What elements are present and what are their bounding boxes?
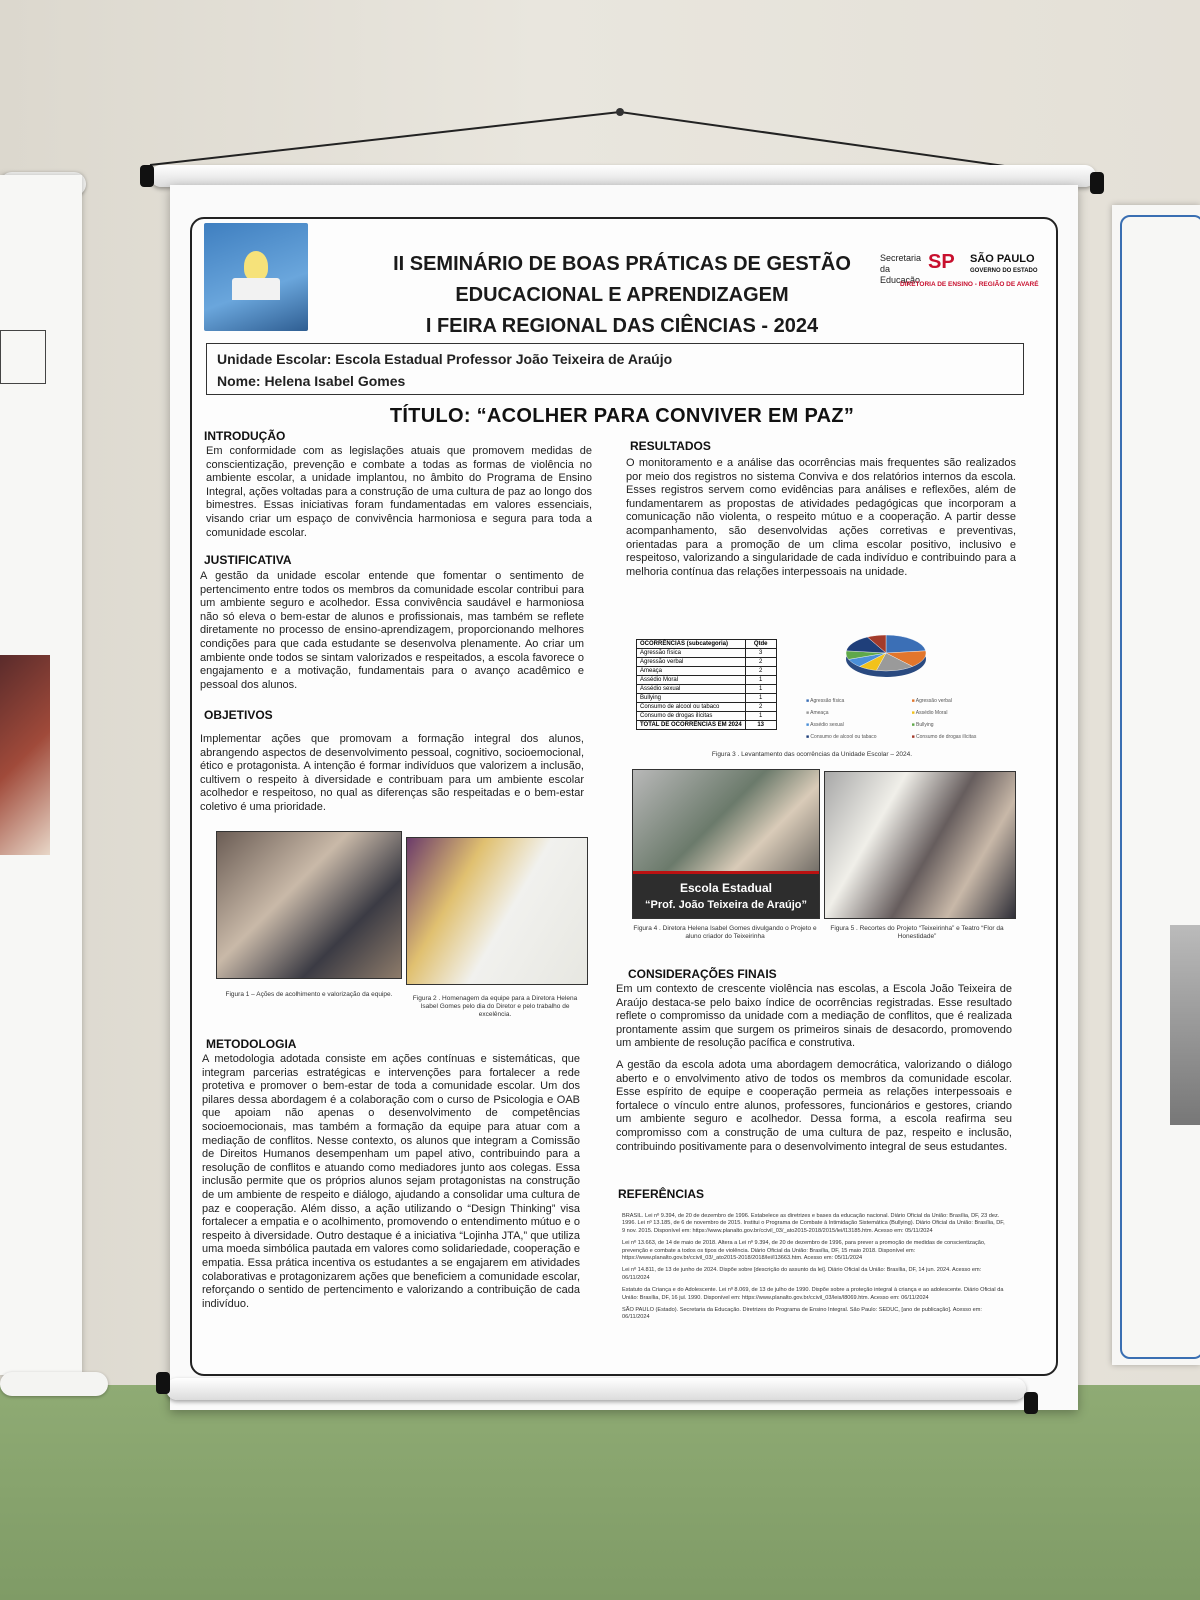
consideracoes-heading: CONSIDERAÇÕES FINAIS [628, 967, 777, 981]
legend-item: ■ Ameaça [806, 710, 829, 716]
poster [170, 185, 1078, 1410]
table-row [637, 658, 777, 667]
logo-state-name [970, 253, 1038, 277]
reference-5: SÃO PAULO (Estado). Secretaria da Educação. Diretrizes do Programa de Ensino Integral. São Paulo: SEDUC, [ano de publicação]. Acesso em: 06/11/2024 [622, 1307, 982, 1321]
table-cell-label: Assédio sexual [637, 685, 746, 694]
table-row [637, 649, 777, 658]
logo-diretoria-text: DIRETORIA DE ENSINO - REGIÃO DE AVARÉ [900, 281, 1039, 288]
table-cell-value: 2 [745, 658, 776, 667]
school-name: Unidade Escolar: Escola Estadual Professor João Teixeira de Araújo [217, 351, 673, 367]
left-poster-bottom-rod [0, 1372, 108, 1396]
table-cell-value: Qtde [745, 640, 776, 649]
occurrences-pie-chart [844, 631, 928, 681]
title-line-2: EDUCACIONAL E APRENDIZAGEM [455, 284, 789, 306]
legend-item: ■ Agressão verbal [911, 698, 952, 704]
figure-3-caption: Figura 3 . Levantamento das ocorrências da Unidade Escolar – 2024. [711, 751, 913, 758]
references-list [622, 1213, 1008, 1327]
table-cell-value: 1 [745, 694, 776, 703]
floor [0, 1385, 1200, 1600]
bottom-rod-cap-left [156, 1372, 170, 1394]
pie-legend [806, 695, 1026, 743]
table-cell-label: Ameaça [637, 667, 746, 676]
lightbulb-icon [244, 251, 268, 281]
reference-4: Estatuto da Criança e do Adolescente. Lei nº 8.069, de 13 de julho de 1990. Dispõe sobre a proteção integral à criança e ao adolescente. Diário Oficial da União: Brasília, DF, 16 jul. 1990. Disponível em: https://www.planalto.gov.br/ccivil_03/leis/l8069.htm. Acesso em: 06/11/2024 [622, 1287, 1004, 1301]
objetivos-text: Implementar ações que promovam a formação integral dos alunos, abrangendo aspectos de desenvolvimento pessoal, cognitivo, socioemocional, ético e protagonista. A intenção é formar indivíduos que valorizem a inclusão, cultivem o respeito à diversidade e contribuam para um ambiente escolar acolhedor e respeitoso, no qual as diferenças são respeitadas e o bem-estar coletivo é uma prioridade. [200, 733, 584, 813]
introducao-text: Em conformidade com as legislações atuais que promovem medidas de conscientização, prevenção e combate a todas as formas de violência no ambiente escolar, a unidade implantou, no âmbito do Programa de Ensino Integral, ações voltadas para a construção de uma cultura de paz ao longo dos bimestres. Essas iniciativas foram fundamentadas em valores essenciais, visando criar um espaço de convivência harmoniosa e segura para toda a comunidade escolar. [206, 445, 592, 539]
reference-2: Lei nº 13.663, de 14 de maio de 2018. Altera a Lei nº 9.394, de 20 de dezembro de 1996, para prever a promoção de medidas de conscientização, prevenção e combate a todos os tipos de violência. Diário Oficial da União: Brasília, DF, 15 maio 2018. Disponível em: https://www.planalto.gov.br/ccivil_03/_ato2015-2018/2018/lei/l13663.htm. Acesso em: 05/11/2024 [622, 1240, 986, 1262]
sp-government-logo [880, 249, 1045, 299]
title-line-1: II SEMINÁRIO DE BOAS PRÁTICAS DE GESTÃO [393, 253, 851, 275]
author-name: Nome: Helena Isabel Gomes [217, 373, 406, 389]
legend-item: ■ Assédio Moral [911, 710, 948, 716]
poster-frame [190, 217, 1058, 1376]
metodologia-heading: METODOLOGIA [206, 1037, 297, 1051]
right-neighbor-poster [1112, 205, 1200, 1365]
table-cell-label: Assédio Moral [637, 676, 746, 685]
school-banner-line-1: Escola Estadual [679, 881, 773, 895]
unit-info-box [206, 343, 1024, 395]
objetivos-heading: OBJETIVOS [204, 708, 273, 722]
table-row [637, 721, 777, 730]
table-cell-label: TOTAL DE OCORRÊNCIAS EM 2024 [637, 721, 746, 730]
left-poster-photo [0, 655, 50, 855]
table-cell-label: Consumo de drogas ilícitas [637, 712, 746, 721]
figure-4-photo [632, 769, 820, 919]
table-cell-value: 1 [745, 685, 776, 694]
justificativa-text: A gestão da unidade escolar entende que fomentar o sentimento de pertencimento entre todos os membros da comunidade escolar contribui para um ambiente seguro e acolhedor. Essa convivência saudável e harmoniosa não só eleva o bem-estar de alunos e profissionais, mas também se reflete diretamente no processo de ensino-aprendizagem, proporcionando melhores condições para que cada estudante se desenvolva plenamente. Ao criar um ambiente onde todos se sintam valorizados e respeitados, a escola favorece o engajamento e a motivação, fundamentais para o avanço acadêmico e pessoal dos alunos. [200, 570, 584, 691]
table-row [637, 712, 777, 721]
left-poster-box [0, 330, 46, 384]
introducao-heading: INTRODUÇÃO [204, 429, 286, 443]
table-row [637, 694, 777, 703]
table-row [637, 685, 777, 694]
figure-5-caption: Figura 5 . Recortes do Projeto “Teixeirinha” e Teatro “Flor da Honestidade” [830, 925, 1004, 940]
table-cell-label: Bullying [637, 694, 746, 703]
right-poster-photo [1170, 925, 1200, 1125]
table-cell-value: 3 [745, 649, 776, 658]
figure-1-caption: Figura 1 – Ações de acolhimento e valorização da equipe. [225, 991, 393, 998]
table-cell-label: OCORRÊNCIAS (subcategoria) [637, 640, 746, 649]
table-cell-label: Agressão verbal [637, 658, 746, 667]
project-title: TÍTULO: “ACOLHER PARA CONVIVER EM PAZ” [389, 405, 855, 427]
consideracoes-paragraph-1: Em um contexto de crescente violência nas escolas, a Escola João Teixeira de Araújo destaca-se pelo baixo índice de ocorrências registradas. Esse resultado reflete o compromisso da unidade com a mediação de conflitos, que é realizada prontamente assim que surgem os primeiros sinais de desacordo, promovendo um ambiente de resolução pacífica e construtiva. [616, 983, 1012, 1050]
logo-secretaria-text: Secretaria da Educação [880, 253, 922, 285]
consideracoes-paragraph-2: A gestão da escola adota uma abordagem democrática, valorizando o diálogo aberto e o envolvimento ativo de todos os membros da comunidade escolar. Esse espírito de equipe e cooperação permeia as relações interpessoais e fortalece o vínculo entre alunos, professores, funcionários e gestores, criando um ambiente seguro e acolhedor. Dessa forma, a escola reafirma seu compromisso com a construção de uma cultura de paz, respeito e inclusão, contribuindo positivamente para o desenvolvimento integral de seus estudantes. [616, 1058, 1012, 1153]
table-cell-value: 1 [745, 676, 776, 685]
figure-1-collage [216, 831, 402, 979]
right-poster-frame [1120, 215, 1200, 1359]
bottom-rod [166, 1378, 1026, 1400]
figure-5-collage [824, 771, 1016, 919]
figure-4-caption: Figura 4 . Diretora Helena Isabel Gomes divulgando o Projeto e aluno criador do Teixeirinha [633, 925, 817, 940]
table-row [637, 676, 777, 685]
logo-gov-text: GOVERNO DO ESTADO [970, 268, 1038, 274]
legend-item: ■ Consumo de alcool ou tabaco [806, 734, 877, 740]
bottom-rod-cap-right [1024, 1392, 1038, 1414]
legend-item: ■ Agressão física [806, 698, 845, 704]
table-cell-value: 1 [745, 712, 776, 721]
book-icon [232, 278, 280, 300]
legend-item: ■ Assédio sexual [806, 722, 844, 728]
consideracoes-text [616, 983, 1012, 1162]
figure-2-caption: Figura 2 . Homenagem da equipe para a Diretora Helena Isabel Gomes pelo dia do Diretor e pelo trabalho de excelência. [412, 995, 578, 1018]
justificativa-heading: JUSTIFICATIVA [204, 553, 292, 567]
title-line-3: I FEIRA REGIONAL DAS CIÊNCIAS - 2024 [425, 315, 819, 337]
reference-1: BRASIL. Lei nº 9.394, de 20 de dezembro de 1996. Estabelece as diretrizes e bases da educação nacional. Diário Oficial da União: Brasília, DF, 23 dez. 1996. Lei nº 13.185, de 6 de novembro de 2015. Institui o Programa de Combate à Intimidação Sistemática (Bullying). Diário Oficial da União: Brasília, DF, 9 nov. 2015. Disponível em: https://www.planalto.gov.br/ccivil_03/_ato2015-2018/2015/lei/l13185.htm. Acesso em: 05/11/2024 [622, 1213, 1005, 1234]
school-banner-line-2: “Prof. João Teixeira de Araújo” [645, 899, 807, 911]
logo-state-text: SÃO PAULO [970, 253, 1035, 265]
table-cell-label: Consumo de alcool ou tabaco [637, 703, 746, 712]
pie-slice [886, 635, 926, 653]
top-rod [150, 165, 1096, 187]
table-cell-value: 13 [745, 721, 776, 730]
top-rod-cap-left [140, 165, 154, 187]
resultados-heading: RESULTADOS [630, 439, 711, 453]
table-row [637, 667, 777, 676]
seminar-logo [204, 223, 308, 331]
top-rod-cap-right [1090, 172, 1104, 194]
legend-item: ■ Bullying [911, 722, 934, 728]
figure-2-collage [406, 837, 588, 985]
referencias-heading: REFERÊNCIAS [618, 1187, 705, 1201]
legend-item: ■ Consumo de drogas ilícitas [911, 734, 977, 740]
left-neighbor-poster [0, 175, 82, 1375]
resultados-text: O monitoramento e a análise das ocorrências mais frequentes são realizados por meio dos registros no sistema Conviva e dos relatórios internos da escola. Esses registros servem como evidências para análises e reflexões, além de fundamentarem as propostas de atividades pedagógicas que incorporam a comunicação não violenta, o respeito mútuo e a cooperação. A partir desse acompanhamento, são desenvolvidas ações corretivas e preventivas, orientadas para a promoção de um clima escolar positivo, inclusivo e respeitoso, valorizando a singularidade de cada indivíduo e contribuindo para a melhoria contínua das relações interpessoais na unidade. [626, 457, 1016, 578]
occurrences-table [636, 639, 777, 730]
reference-3: Lei nº 14.811, de 13 de junho de 2024. Dispõe sobre [descrição do assunto da lei]. Diário Oficial da União: Brasília, DF, 14 jun. 2024. Acesso em: 06/11/2024 [622, 1267, 982, 1281]
poster-header-title [352, 249, 892, 342]
table-header-row [637, 640, 777, 649]
table-cell-value: 2 [745, 703, 776, 712]
table-cell-value: 2 [745, 667, 776, 676]
table-row [637, 703, 777, 712]
school-banner [633, 871, 819, 918]
logo-sp-mark: SP [928, 251, 955, 273]
metodologia-text: A metodologia adotada consiste em ações contínuas e sistemáticas, que integram parcerias estratégicas e intervenções para fortalecer a rede protetiva e promover o bem-estar de toda a comunidade escolar. Um dos pilares dessa abordagem é a colaboração com o curso de Psicologia e OAB que apoiam não apenas o desenvolvimento de competências socioemocionais, mas também a formação da equipe para atuar com a mediação de conflitos. Nesse contexto, os alunos que integram a Comissão de Direitos Humanos desempenham um papel ativo, contribuindo para a resolução de conflitos e atuando como mediadores junto aos colegas. Essa inclusão permite que os próprios alunos sejam protagonistas na construção de um ambiente de respeito e diálogo, ajudando a consolidar uma cultura de paz e cooperação. Além disso, a ação utilizando o “Design Thinking” visa fortalecer a empatia e o acolhimento, promovendo o entendimento mútuo e o respeito à diversidade. Outro destaque é a iniciativa “Lojinha JTA,” que utiliza uma moeda simbólica pautada em valores como solidariedade, cooperação e empatia. Essa prática incentiva os estudantes a se engajarem em atividades colaborativas e protagonizarem ações que beneficiem a comunidade escolar, reforçando o sentido de pertencimento e valorizando a contribuição de cada indivíduo. [202, 1053, 580, 1310]
table-cell-label: Agressão física [637, 649, 746, 658]
